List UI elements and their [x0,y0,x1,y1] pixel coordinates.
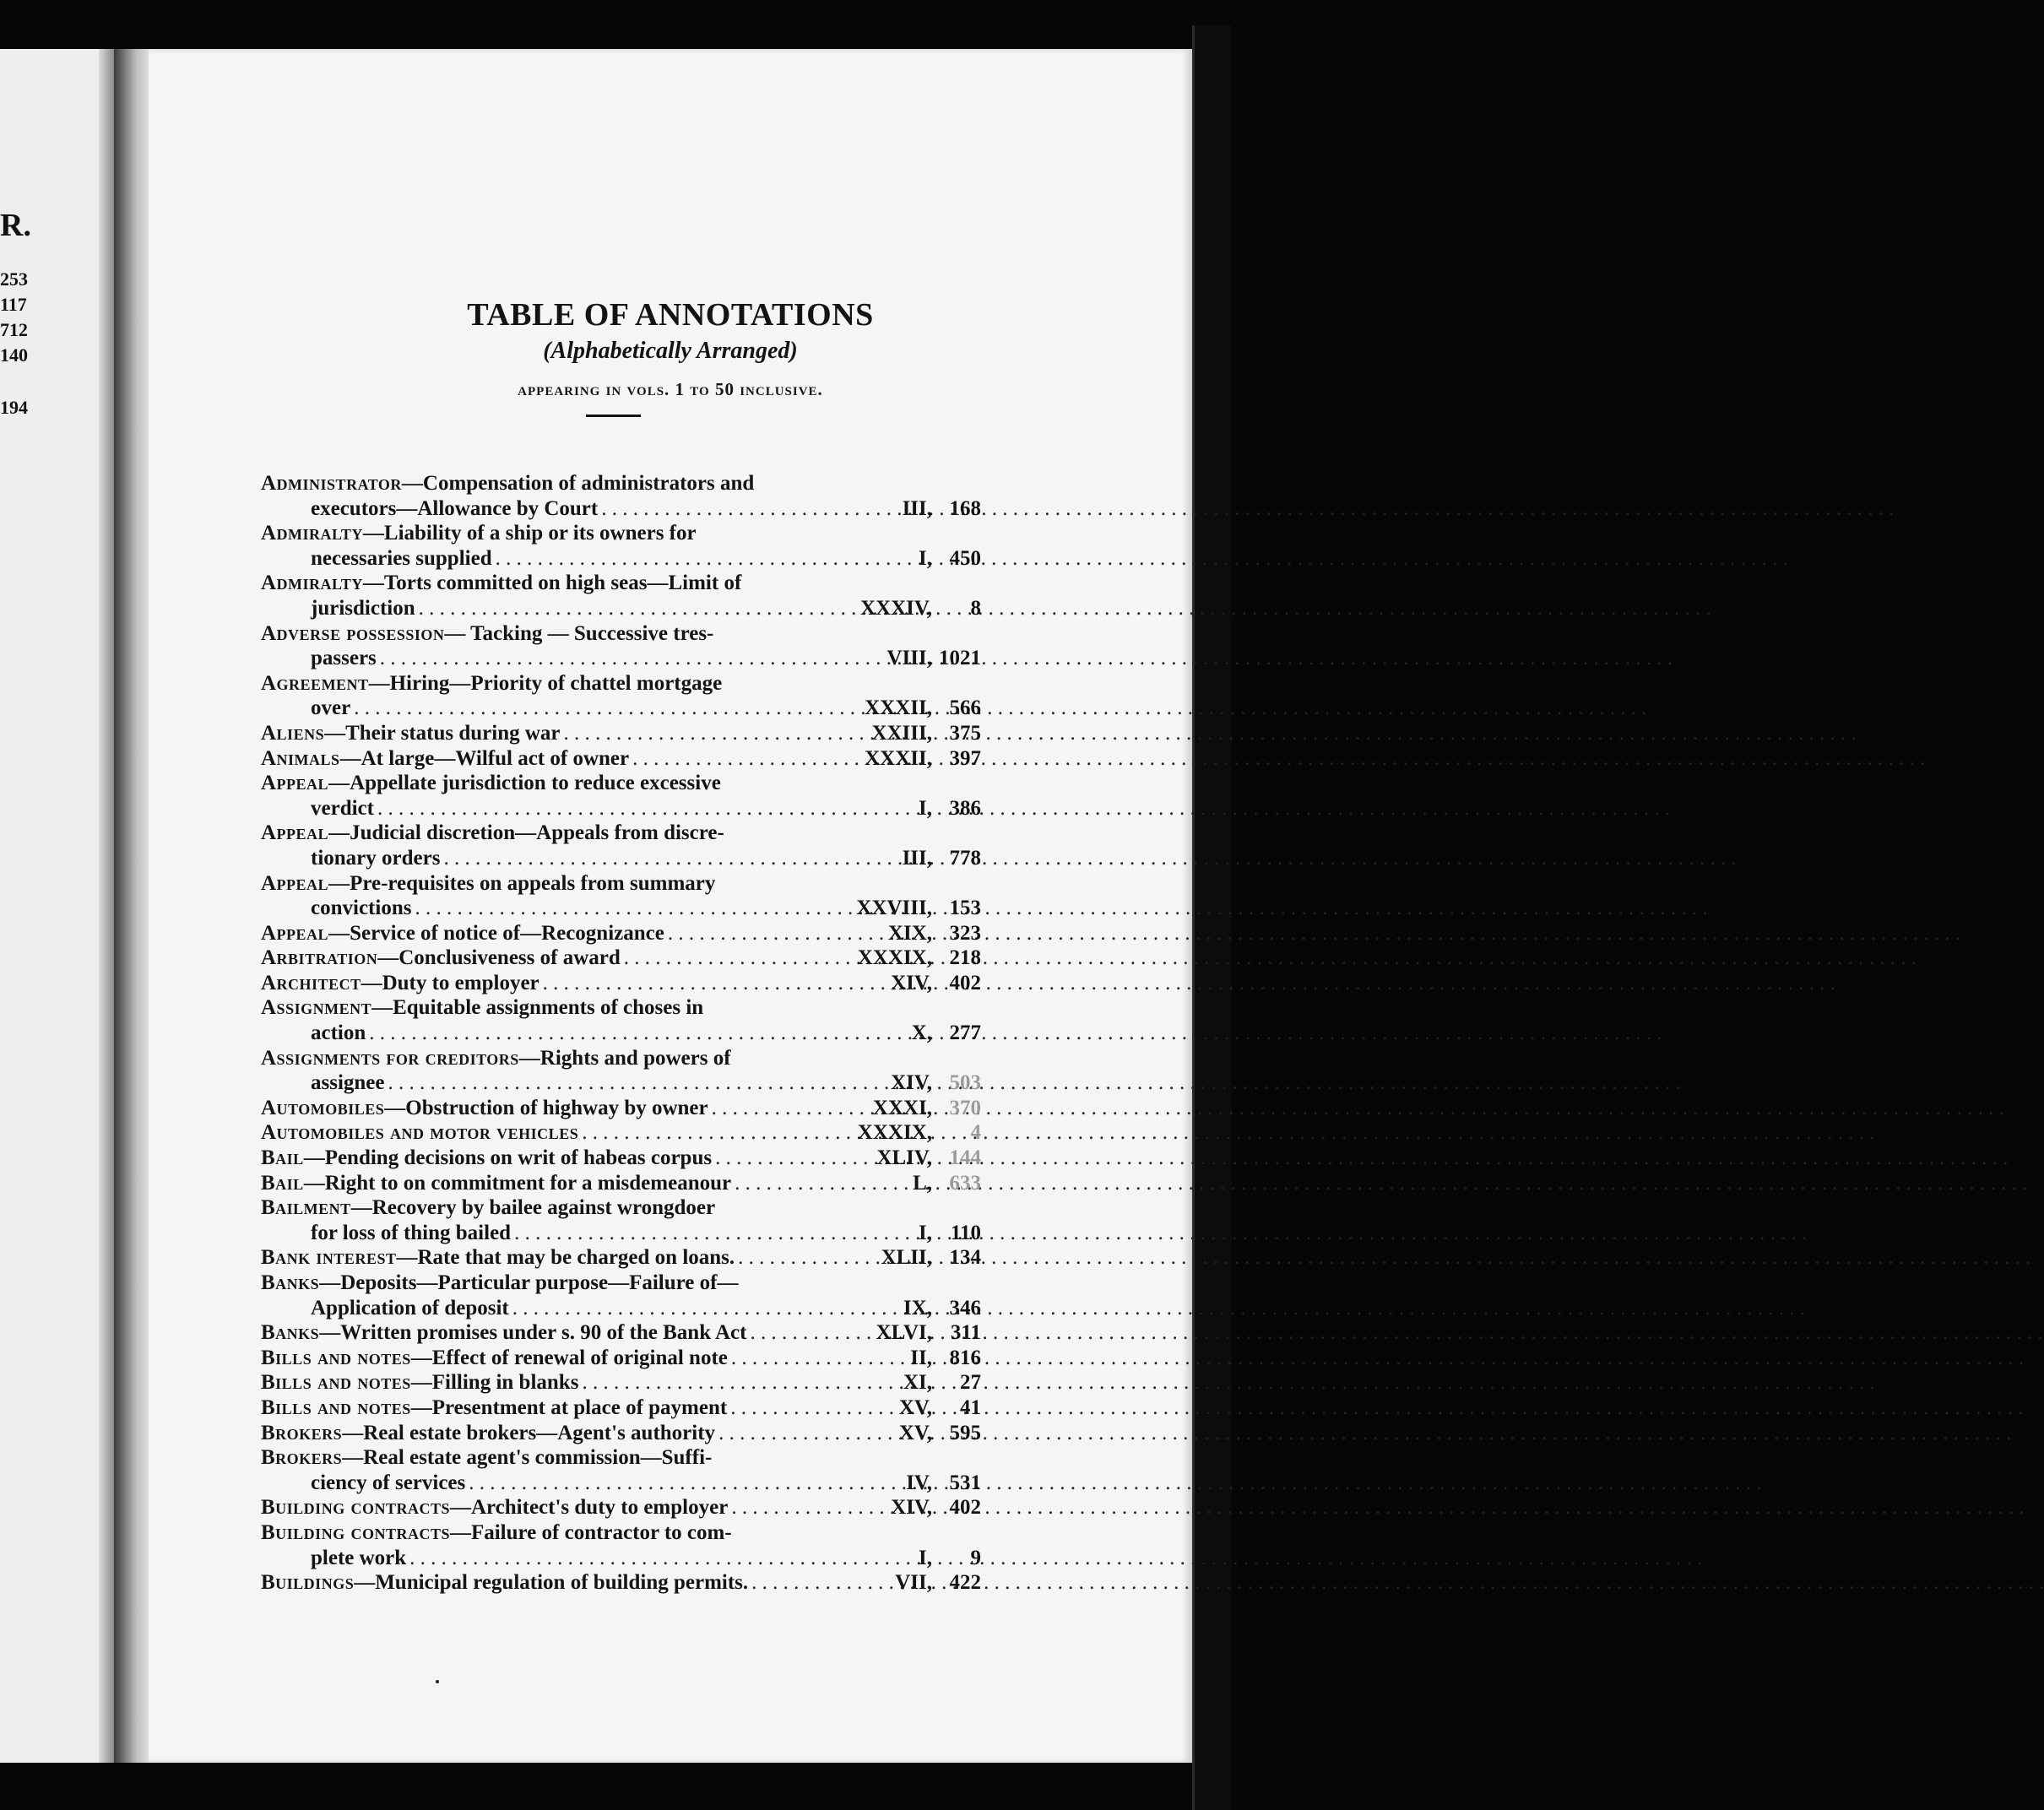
entry-heading: Architect [261,971,361,994]
volume-page-reference [910,1346,981,1371]
entry-line [261,896,981,921]
entry-description: —At large—Wilful act of owner [339,746,630,770]
page-number: 41 [960,1395,981,1419]
title-rule [586,415,641,417]
entry-line [261,521,981,546]
annotation-entry [261,1570,981,1596]
volume-number: XI, [903,1371,932,1395]
book-spine [114,49,151,1763]
dot-leader [469,1471,903,1496]
dot-leader [582,1120,854,1146]
volume-number: VIII, [886,647,932,670]
entry-line [261,646,981,671]
entry-description: —Effect of renewal of original note [410,1346,728,1369]
annotation-entry [261,1370,981,1395]
entry-description: —Compensation of administrators and [401,472,755,495]
volume-page-reference [871,721,981,746]
entry-heading: Bailment [261,1196,351,1220]
entry-description: —Recovery by bailee against wrongdoer [350,1196,716,1220]
facing-page-number: 117 [0,294,27,315]
dot-leader [712,1096,870,1121]
page-number: 323 [949,921,981,945]
volume-page-reference [903,1370,981,1395]
page-number: 9 [970,1546,981,1569]
dot-leader [582,1370,900,1395]
entry-line [261,1320,981,1346]
entry-description: —Municipal regulation of building permits. [354,1571,749,1595]
annotation-entry [261,871,981,921]
entry-description: —Hiring—Priority of chattel mortgage [368,671,723,695]
entry-heading: Administrator [261,472,402,495]
entry-heading: Appeal [261,871,329,895]
entry-line [261,621,981,647]
entry-heading: Animals [261,746,340,770]
entry-line [261,671,981,696]
volume-number: XXVIII, [856,897,932,920]
facing-page-number: 194 [0,397,28,418]
page-number: 531 [949,1471,981,1494]
entry-heading: Assignment [261,996,372,1020]
annotation-entry [261,1146,981,1171]
entry-line [261,1570,981,1596]
dot-leader [496,546,915,572]
dot-leader [514,1221,915,1246]
entry-description: —Liability of a ship or its owners for [362,522,697,545]
entry-description: jurisdiction [311,596,415,620]
dot-leader [750,1320,872,1346]
annotation-entry [261,1120,981,1146]
entry-description: plete work [311,1546,407,1569]
page-number: 8 [970,596,981,620]
annotation-entry [261,1421,981,1446]
volume-number: I, [919,1546,932,1569]
page-number: 110 [950,1221,981,1244]
entry-heading: Bills and notes [261,1395,411,1419]
volume-number: XXXII, [865,746,932,770]
page-number: 633 [949,1171,981,1195]
page-number: 566 [949,696,981,720]
entry-heading: Bank interest [261,1246,397,1270]
dot-leader [419,596,857,621]
entry-description: Application of deposit [311,1296,509,1320]
entry-line [261,696,981,721]
entry-description: over [311,696,351,720]
dot-leader [415,896,853,921]
annotation-entry [261,521,981,571]
volume-number: I, [919,796,932,820]
volume-number: XXIII, [871,721,932,745]
volume-page-reference [856,896,981,921]
volume-scope-note: appearing in vols. 1 to 50 inclusive. [518,379,823,399]
entry-line [261,546,981,572]
page-dot [436,1680,439,1683]
annotation-entries [261,471,981,1596]
volume-page-reference [865,746,981,772]
page-number: 144 [949,1146,981,1170]
entry-line [261,1546,981,1571]
entry-description: passers [311,647,377,670]
entry-line [261,1471,981,1496]
annotation-entry [261,921,981,946]
entry-description: —Rights and powers of [518,1046,731,1070]
entry-line [261,1370,981,1395]
page-number: 277 [949,1022,981,1045]
volume-page-reference [876,1320,981,1346]
annotation-entry [261,1171,981,1196]
annotation-entry [261,946,981,971]
volume-page-reference [895,1570,981,1596]
page-number: 422 [949,1571,981,1595]
entry-description: —Judicial discretion—Appeals from discre- [328,821,724,845]
volume-number: XIV, [891,1071,932,1095]
annotation-entry [261,1046,981,1096]
dot-leader [624,946,854,971]
entry-heading: Building contracts [261,1520,450,1544]
dot-leader [388,1070,888,1096]
entry-line [261,596,981,621]
entry-description: ciency of services [311,1471,466,1494]
page-number: 218 [949,946,981,970]
facing-page-number: 140 [0,344,28,366]
volume-number: XIV, [891,971,932,994]
entry-line [261,971,981,996]
entry-line [261,1395,981,1421]
entry-description: — Tacking — Successive tres- [444,621,714,645]
volume-page-reference [891,1070,981,1096]
dot-leader [601,496,898,522]
entry-heading: Appeal [261,921,329,945]
entry-description: —Appellate jurisdiction to reduce excessive [328,772,721,795]
annotation-entry [261,771,981,821]
volume-number: I, [919,1221,932,1244]
page-number: 450 [949,546,981,570]
dot-leader [377,796,915,821]
volume-number: XIX, [887,921,932,945]
entry-description: —Right to on commitment for a misdemeanour [303,1171,732,1195]
entry-line [261,1445,981,1471]
volume-number: XXXIX, [857,946,932,970]
dot-leader [738,1245,877,1271]
volume-page-reference [899,1421,981,1446]
annotation-entry [261,1320,981,1346]
entry-description: —Deposits—Particular purpose—Failure of— [319,1271,739,1294]
annotation-entry [261,721,981,746]
entry-line [261,571,981,596]
volume-number: XLII, [881,1246,932,1270]
entry-heading: Banks [261,1271,320,1294]
entry-line [261,1171,981,1196]
volume-page-reference [906,1471,981,1496]
entry-line [261,496,981,522]
volume-page-reference [903,846,981,871]
entry-description: —Filling in blanks [410,1371,579,1395]
entry-heading: Admiralty [261,522,363,545]
entry-description: —Their status during war [324,721,561,745]
entry-line [261,821,981,846]
entry-description: necessaries supplied [311,546,492,570]
annotation-entry [261,1520,981,1570]
entry-description: —Architect's duty to employer [449,1496,729,1520]
annotation-entry [261,971,981,996]
volume-number: XLVI, [876,1321,932,1345]
volume-number: XXXII, [865,696,932,720]
page-number: 375 [949,721,981,745]
entry-description: for loss of thing bailed [311,1221,512,1244]
entry-heading: Assignments for creditors [261,1046,519,1070]
entry-heading: Aliens [261,721,325,745]
index-page [149,49,1192,1763]
page-number: 816 [949,1346,981,1369]
entry-description: —Duty to employer [361,971,539,994]
entry-line [261,946,981,971]
entry-line [261,1245,981,1271]
entry-line [261,1070,981,1096]
entry-line [261,1421,981,1446]
page-number: 397 [949,746,981,770]
entry-heading: Bail [261,1171,304,1195]
dot-leader [354,696,861,721]
entry-description: —Pending decisions on writ of habeas corpus [303,1146,713,1170]
entry-line [261,1346,981,1371]
annotation-entry [261,1271,981,1320]
volume-page-reference [858,1120,981,1146]
entry-heading: Automobiles [261,1096,385,1119]
entry-description: —Real estate brokers—Agent's authority [342,1421,716,1444]
entry-heading: Appeal [261,772,329,795]
entry-line [261,1271,981,1296]
entry-line [261,746,981,772]
entry-description: —Service of notice of—Recognizance [328,921,664,945]
annotation-entry [261,1395,981,1421]
volume-number: II, [910,1346,932,1369]
volume-page-reference [873,1096,981,1121]
page-gutter-shadow [99,49,114,1763]
entry-heading: Building contracts [261,1496,450,1520]
volume-number: I, [919,546,932,570]
entry-line [261,1520,981,1546]
volume-number: XIV, [891,1496,932,1520]
annotation-entry [261,821,981,870]
volume-page-reference [888,921,981,946]
volume-page-reference [919,1546,981,1571]
dot-leader [564,721,869,746]
dot-leader [715,1146,873,1171]
entry-line [261,721,981,746]
page-number: 311 [950,1321,981,1345]
entry-heading: Adverse possession [261,621,445,645]
page-title: TABLE OF ANNOTATIONS [467,297,874,333]
entry-heading: Bills and notes [261,1346,411,1369]
entry-description: —Written promises under s. 90 of the Bank Act [319,1321,747,1345]
facing-page-number: 712 [0,319,28,340]
entry-heading: Buildings [261,1571,355,1595]
volume-page-reference [881,1245,981,1271]
entry-heading: Brokers [261,1421,343,1444]
volume-number: VII, [895,1571,932,1595]
page-number: 402 [949,971,981,994]
dot-leader [409,1546,915,1571]
entry-description: tionary orders [311,846,441,870]
dot-leader [668,921,885,946]
volume-page-reference [860,596,981,621]
dot-leader [632,746,861,772]
annotation-entry [261,1245,981,1271]
entry-description: —Conclusiveness of award [377,946,621,970]
dot-leader [443,846,898,871]
volume-page-reference [891,1495,981,1520]
volume-page-reference [919,1221,981,1246]
volume-number: XXXIV, [860,596,932,620]
entry-line [261,1096,981,1121]
entry-line [261,995,981,1021]
volume-number: L, [913,1171,932,1195]
entry-line [261,796,981,821]
page-number: 153 [949,897,981,920]
volume-page-reference [899,1395,981,1421]
page-number: 386 [949,796,981,820]
entry-description: —Presentment at place of payment [410,1395,728,1419]
volume-number: III, [902,846,932,870]
page-number: 595 [949,1421,981,1444]
volume-page-reference [912,1021,981,1046]
dot-leader [380,646,884,671]
entry-line [261,1120,981,1146]
entry-description: —Obstruction of highway by owner [384,1096,708,1119]
page-number: 370 [949,1096,981,1119]
entry-heading: Banks [261,1321,320,1345]
entry-description: —Rate that may be charged on loans. [396,1246,735,1270]
facing-page-fragment [0,49,114,1763]
entry-line [261,846,981,871]
entry-heading: Admiralty [261,572,363,595]
entry-heading: Automobiles and motor vehicles [261,1121,579,1145]
annotation-entry [261,1495,981,1520]
annotation-entry [261,1346,981,1371]
annotation-entry [261,1445,981,1495]
volume-number: XV, [898,1421,932,1444]
volume-page-reference [919,796,981,821]
entry-line [261,1021,981,1046]
dot-leader [735,1171,909,1196]
entry-description: —Failure of contractor to com- [449,1520,732,1544]
volume-page-reference [858,946,981,971]
volume-page-reference [887,646,982,671]
dot-leader [512,1296,900,1321]
page-number: 4 [970,1121,981,1145]
annotation-entry [261,621,981,671]
entry-description: assignee [311,1071,385,1095]
volume-number: XXXIX, [857,1121,932,1145]
dot-leader [751,1570,892,1596]
dot-leader [718,1421,896,1446]
entry-line [261,1146,981,1171]
entry-heading: Bills and notes [261,1371,411,1395]
annotation-entry [261,746,981,772]
volume-page-reference [913,1171,981,1196]
annotation-entry [261,1096,981,1121]
volume-page-reference [919,546,981,572]
entry-description: executors—Allowance by Court [311,496,599,520]
entry-heading: Agreement [261,671,369,695]
volume-number: XLIV, [876,1146,932,1170]
annotation-entry [261,471,981,521]
entry-description: —Torts committed on high seas—Limit of [362,572,742,595]
entry-line [261,1195,981,1221]
entry-description: action [311,1022,366,1045]
entry-line [261,1221,981,1246]
volume-page-reference [903,496,981,522]
page-subtitle: (Alphabetically Arranged) [543,338,798,364]
page-number: 402 [949,1496,981,1520]
volume-number: IX, [903,1296,932,1320]
entry-heading: Bail [261,1146,304,1170]
dot-leader [369,1021,908,1046]
dot-leader [731,1495,887,1520]
page-number: 1021 [939,647,981,670]
volume-page-reference [876,1146,981,1171]
page-number: 168 [949,496,981,520]
entry-line [261,471,981,496]
entry-heading: Brokers [261,1446,343,1470]
entry-description: —Real estate agent's commission—Suffi- [342,1446,713,1470]
entry-description: —Equitable assignments of choses in [371,996,704,1020]
entry-line [261,1495,981,1520]
volume-page-reference [891,971,981,996]
annotation-entry [261,995,981,1045]
annotation-entry [261,1195,981,1245]
volume-number: XXXI, [872,1096,932,1119]
entry-heading: Appeal [261,821,329,845]
volume-page-reference [865,696,981,721]
volume-page-reference [903,1296,981,1321]
entry-line [261,771,981,796]
volume-number: IV, [906,1471,932,1494]
page-number: 134 [949,1246,981,1270]
entry-description: —Pre-requisites on appeals from summary [328,871,716,895]
entry-line [261,921,981,946]
dot-leader [731,1346,907,1371]
page-number: 27 [960,1371,981,1395]
volume-number: X, [911,1022,932,1045]
volume-number: III, [902,496,932,520]
dot-leader [543,971,887,996]
page-number: 346 [949,1296,981,1320]
page-number: 503 [949,1071,981,1095]
entry-description: verdict [311,796,374,820]
facing-page-running-head: R. [0,208,31,243]
entry-line [261,871,981,897]
page-number: 778 [949,846,981,870]
volume-number: XV, [898,1395,932,1419]
entry-line [261,1296,981,1321]
annotation-entry [261,571,981,620]
dot-leader [730,1395,896,1421]
entry-line [261,1046,981,1071]
annotation-entry [261,671,981,721]
entry-heading: Arbitration [261,946,378,970]
entry-description: convictions [311,897,412,920]
facing-page-number: 253 [0,268,28,290]
